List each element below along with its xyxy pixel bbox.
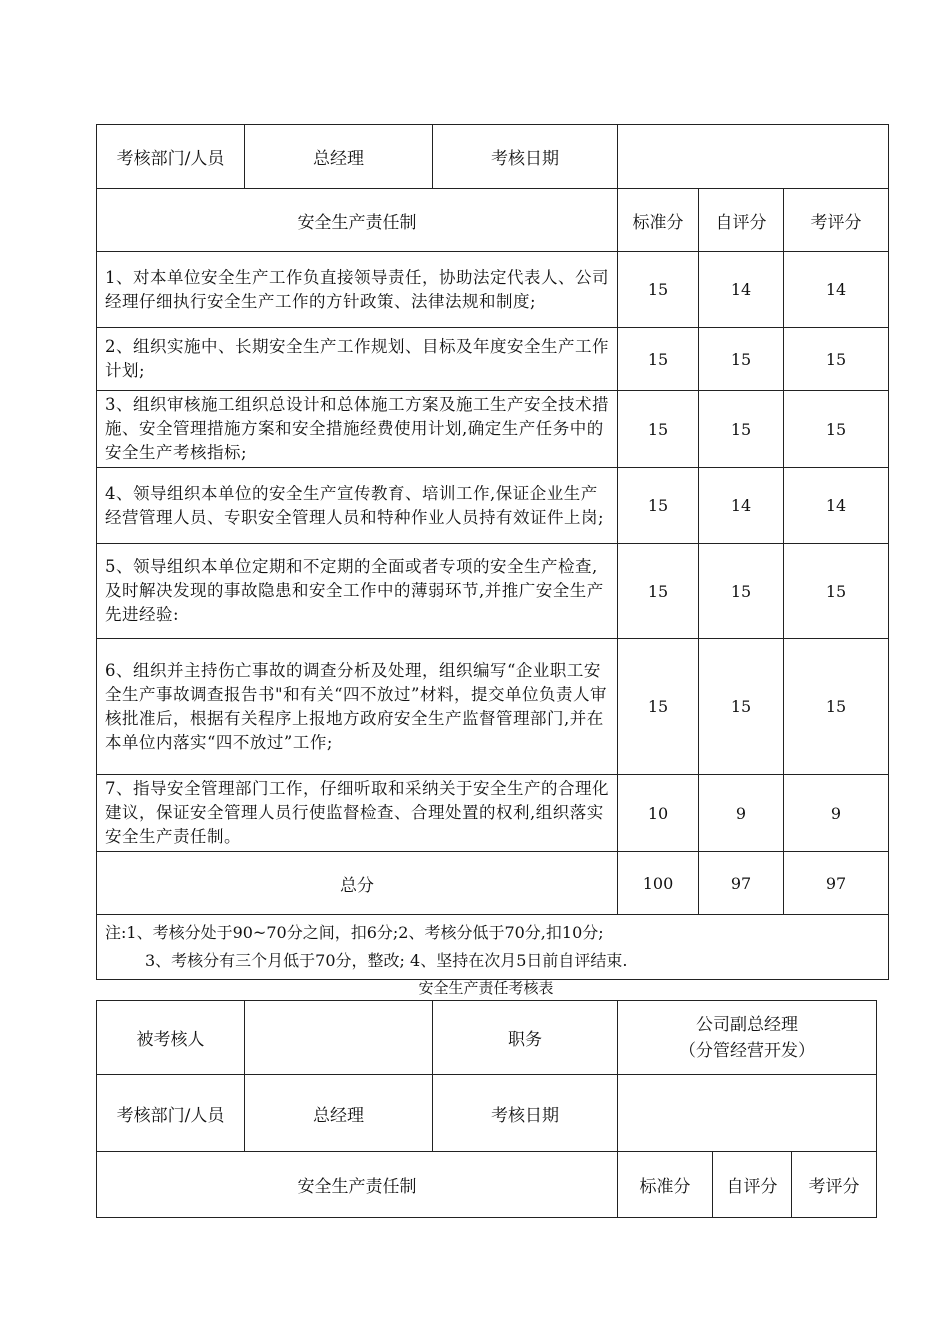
- table-row: [97, 252, 889, 328]
- standard-score: 10: [618, 775, 699, 852]
- table-row: [97, 775, 889, 852]
- table-row: [97, 468, 889, 544]
- position-line-1: 公司副总经理: [696, 1014, 799, 1035]
- standard-score: 15: [618, 328, 699, 391]
- dept-label: 考核部门/人员: [97, 125, 245, 189]
- assess-score: 15: [784, 328, 889, 391]
- assess-score: 14: [784, 252, 889, 328]
- self-score: 15: [699, 639, 784, 775]
- assess-column-header: 考评分: [784, 189, 889, 252]
- header-row: [97, 1075, 877, 1152]
- date-value: [618, 1075, 877, 1152]
- self-score: 15: [699, 391, 784, 468]
- note-line-2: 3、考核分有三个月低于70分，整改; 4、坚持在次月5日前自评结束.: [145, 951, 628, 970]
- assess-column-header: 考评分: [792, 1152, 877, 1218]
- table-row: [97, 544, 889, 639]
- self-column-header: 自评分: [713, 1152, 792, 1218]
- standard-score: 15: [618, 468, 699, 544]
- standard-score: 15: [618, 391, 699, 468]
- standard-score: 15: [618, 544, 699, 639]
- date-value: [618, 125, 889, 189]
- assessee-label: 被考核人: [97, 1001, 245, 1075]
- assessee-value: [245, 1001, 433, 1075]
- total-row: [97, 852, 889, 915]
- dept-value: 总经理: [245, 1075, 433, 1152]
- total-label: 总分: [97, 852, 618, 915]
- header-row: [97, 125, 889, 189]
- standard-score: 15: [618, 639, 699, 775]
- self-score: 9: [699, 775, 784, 852]
- self-score: 15: [699, 544, 784, 639]
- self-score: 15: [699, 328, 784, 391]
- standard-column-header: 标准分: [618, 1152, 713, 1218]
- position-value: [618, 1001, 877, 1075]
- position-line-2: （分管经营开发）: [679, 1040, 816, 1061]
- assess-score: 15: [784, 391, 889, 468]
- duty-text: 3、组织审核施工组织总设计和总体施工方案及施工生产安全技术措施、安全管理措施方案和安全措施经费使用计划,确定生产任务中的安全生产考核指标;: [97, 391, 618, 468]
- dept-value: 总经理: [245, 125, 433, 189]
- duty-text: 5、领导组织本单位定期和不定期的全面或者专项的安全生产检查,及时解决发现的事故隐患和安全工作中的薄弱环节,并推广安全生产先进经验:: [97, 544, 618, 639]
- note-row: [97, 915, 889, 980]
- position-label: 职务: [433, 1001, 618, 1075]
- duty-column-header: 安全生产责任制: [97, 189, 618, 252]
- self-column-header: 自评分: [699, 189, 784, 252]
- column-header-row: [97, 189, 889, 252]
- assess-score: 15: [784, 544, 889, 639]
- duty-text: 1、对本单位安全生产工作负直接领导责任，协助法定代表人、公司经理仔细执行安全生产工作的方针政策、法律法规和制度;: [97, 252, 618, 328]
- standard-column-header: 标准分: [618, 189, 699, 252]
- column-header-row: [97, 1152, 877, 1218]
- duty-column-header: 安全生产责任制: [97, 1152, 618, 1218]
- standard-score: 15: [618, 252, 699, 328]
- total-self: 97: [699, 852, 784, 915]
- table-caption: 安全生产责任考核表: [418, 979, 554, 997]
- assessee-row: [97, 1001, 877, 1075]
- duty-text: 2、组织实施中、长期安全生产工作规划、目标及年度安全生产工作计划;: [97, 328, 618, 391]
- date-label: 考核日期: [433, 1075, 618, 1152]
- duty-text: 4、领导组织本单位的安全生产宣传教育、培训工作,保证企业生产经营管理人员、专职安全管理人员和特种作业人员持有效证件上岗;: [97, 468, 618, 544]
- note-cell: [97, 915, 889, 980]
- duty-text: 6、组织并主持伤亡事故的调查分析及处理，组织编写“企业职工安全生产事故调查报告书"和有关“四不放过”材料，提交单位负责人审核批准后，根据有关程序上报地方政府安全生产监督管理部门,并在本单位内落实“四不放过”工作;: [97, 639, 618, 775]
- total-assess: 97: [784, 852, 889, 915]
- self-score: 14: [699, 468, 784, 544]
- assess-score: 9: [784, 775, 889, 852]
- table-row: [97, 391, 889, 468]
- dept-label: 考核部门/人员: [97, 1075, 245, 1152]
- table-row: [97, 328, 889, 391]
- assessment-table-1: [96, 124, 889, 980]
- date-label: 考核日期: [433, 125, 618, 189]
- table-row: [97, 639, 889, 775]
- assess-score: 15: [784, 639, 889, 775]
- duty-text: 7、指导安全管理部门工作，仔细听取和采纳关于安全生产的合理化建议，保证安全管理人员行使监督检查、合理处置的权利,组织落实安全生产责任制。: [97, 775, 618, 852]
- assess-score: 14: [784, 468, 889, 544]
- note-line-1: 注:1、考核分处于90~70分之间，扣6分;2、考核分低于70分,扣10分;: [105, 923, 604, 942]
- total-standard: 100: [618, 852, 699, 915]
- assessment-table-2: [96, 1000, 877, 1218]
- self-score: 14: [699, 252, 784, 328]
